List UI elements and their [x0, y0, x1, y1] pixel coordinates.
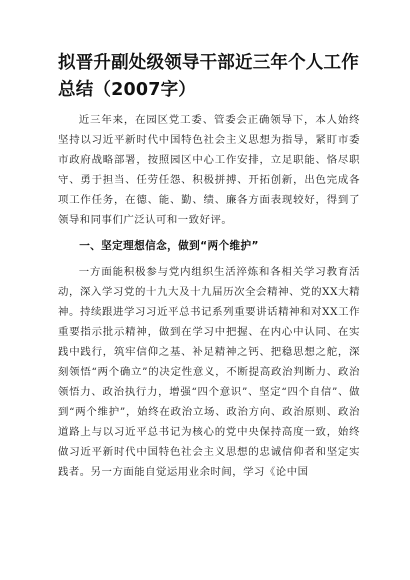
section-1-paragraph: 一方面能积极参与党内组织生活淬炼和各相关学习教育活动，深入学习党的十九大及十九届历次全会精神、党的XX大精神。持续跟进学习习近平总书记系列重要讲话精神和对XX工作重要指示批示精神，做到在学习中把握、在内心中认同、在实践中践行，筑牢信仰之基、补足精神之钙、把稳思想之舵，深刻领悟“两个确立”的决定性意义，不断提高政治判断力、政治领悟力、政治执行力，增强“四个意识”、坚定“四个自信”、做到“两个维护”，始终在政治立场、政治方向、政治原则、政治道路上与以习近平总书记为核心的党中央保持高度一致，始终做习近平新时代中国特色社会主义思想的忠诚信仰者和坚定实践者。另一方面能自觉运用业余时间，学习《论中国	[58, 266, 360, 478]
intro-paragraph: 近三年来，在园区党工委、管委会正确领导下，本人始终坚持以习近平新时代中国特色社会主义思想为指导，紧盯市委市政府战略部署，按照园区中心工作安排，立足职能、恪尽职守、勇于担当、任劳任怨、积极拼搏、开拓创新，出色完成各项工作任务，在德、能、勤、绩、廉各方面表现较好，得到了领导和同事们广泛认可和一致好评。	[58, 114, 360, 226]
section-1-heading: 一、坚定理想信念，做到“两个维护”	[79, 240, 259, 252]
document-title: 拟晋升副处级领导干部近三年个人工作总结（2007字）	[58, 53, 359, 100]
